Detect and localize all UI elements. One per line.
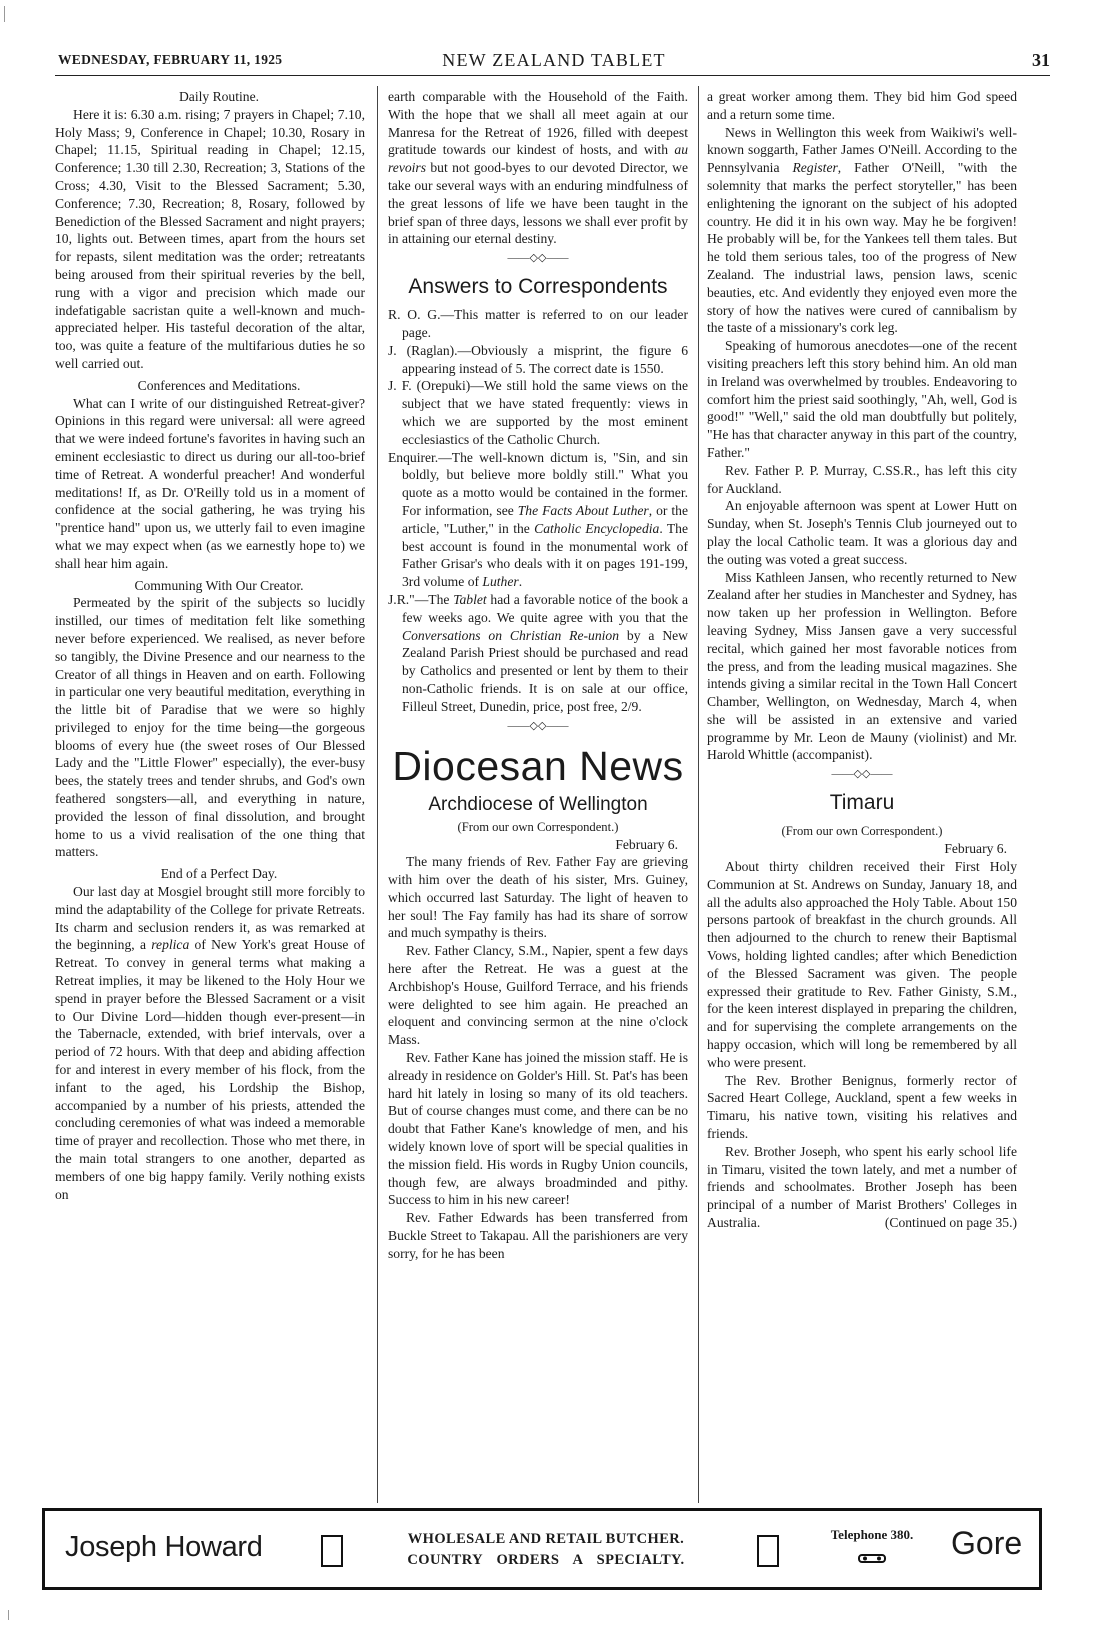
archdiocese-title: Archdiocese of Wellington <box>428 793 648 815</box>
text-run-italic: au revoirs <box>388 142 688 176</box>
text-run-italic: Tablet <box>453 591 487 607</box>
column-rule <box>698 86 699 1503</box>
paragraph: The Rev. Brother Benignus, formerly rector of Sacred Heart College, Auckland, spent a few weeks in Timaru, his native town, visiting his relatives and friends. <box>707 1072 1017 1142</box>
paragraph: An enjoyable afternoon was spent at Lower Hutt on Sunday, when St. Joseph's Tennis Club journeyed out to play the local Catholic team. It was a glorious day and the outing was voted a great success. <box>707 498 1017 567</box>
decorative-box <box>321 1535 343 1567</box>
dateline: February 6. <box>615 836 678 852</box>
text-run: of New York's great House of Retreat. To convey in general terms what making a Retreat implies, it may be likened to the Holy Hour we spend in prayer before the Blessed Sacrament or a visit to Our Divine Lord—hidden though ever-present—in the Tabernacle, extended, with brief intervals, over a period of 72 hours. With that deep and abiding affection for and interest in every member of his flock, from the infant to the aged, his Lordship the Bishop, accompanied by a number of his priests, attended the concluding ceremonies of what was indeed a memorable time of prayer and recollection. Those who met there, in the main total strangers to one another, departed as members of one big happy family. Verily nothing exists on <box>55 937 365 1202</box>
text-run-italic: Register <box>792 160 838 176</box>
column-1 <box>55 88 365 1203</box>
text-run: . The best account is found in the monumental work of Father Grisar's who deals with it on pages 191-199, 3rd volume of <box>402 520 688 590</box>
paragraph: What can I write of our distinguished Retreat-giver? Opinions in this regard were universal: all were agreed that we were indeed fortune's favorites in having such an eminent ecclesiastic to direct us during our all-too-brief time of Retreat. A wonderful preacher! And wonderful meditations! If, as Dr. O'Reilly told us in a moment of confidence at the social gathering, he was trying his "prentice hand" upon us, we utterly fail to even imagine what we may expect when (as we earnestly hope to) we shall hear him again. <box>55 395 365 571</box>
header-rule <box>55 75 1050 76</box>
paragraph <box>55 883 365 1203</box>
paragraph: Rev. Father Clancy, S.M., Napier, spent a few days here after the Retreat. He was a guest at the Archbishop's House, Guilford Terrace, and his friends were delighted to see him again. He preached an eloquent and convincing sermon at the nine o'clock Mass. <box>388 943 688 1048</box>
text-run: . <box>518 574 523 590</box>
dateline: February 6. <box>944 841 1007 857</box>
text-run: , or the article, "Luther," in the <box>402 502 688 536</box>
header-date: WEDNESDAY, FEBRUARY 11, 1925 <box>58 52 283 67</box>
advertisement-text <box>371 1529 721 1571</box>
telephone-number: Telephone 380. <box>830 1527 914 1542</box>
text-run: Our last day at Mosgiel brought still more forcibly to mind the adaptability of the College for private Retreats. Its charm and seclusion renders it, as was remarked at the beginning, a <box>55 884 365 953</box>
margin-mark <box>4 6 8 22</box>
column-rule <box>377 86 378 1503</box>
paragraph: Rev. Father Edwards has been transferred from Buckle Street to Takapau. All the parishioners are very sorry, for he has been <box>388 1210 688 1261</box>
paragraph: Miss Kathleen Jansen, who recently returned to New Zealand after her studies in Manchester and Sydney, has now taken up her profession in Wellington. Before leaving Sydney, Miss Jansen gave a very successful recital, which gained her most favorable notices from the press, and from the leading musical magazines. She intends giving a similar recital in the Town Hall Concert Chamber, Wellington, on Wednesday, March 4, when she will be assisted in an extensive and varied programme by Mr. Leon de Mauny (violinist) and Mr. Harold Whittle (accompanist). <box>707 569 1017 763</box>
continued-note: (Continued on page 35.) <box>884 1215 1017 1231</box>
subheading-daily-routine: Daily Routine. <box>178 89 260 104</box>
column-2 <box>388 88 688 1263</box>
paragraph <box>707 124 1017 338</box>
text-run: had a favorable notice of the book a few weeks ago. We quite agree with you that the <box>402 591 688 625</box>
paragraph: Permeated by the spirit of the subjects so lucidly instilled, our times of meditation felt like something never before experienced. We realised, as never before so tangibly, the Divine Presence and our nearness to the Creator of all things in Heaven and on earth. Following in particular one very beautiful meditation, everything in the little bit of Paradise that we were so highly privileged to enjoy for the time being—the gorgeous blooms of every hue (the sweet roses of Our Blessed Lady and the "Little Flower" especially), the ever-busy bees, the stately trees and tender shrubs, and God's own feathered songsters—all, and everything in nature, provided the lesson of final dissolution, and brought home to us a vivid realisation of the one thing that matters. <box>55 595 365 860</box>
answer-item: J. F. (Orepuki)—We still hold the same views on the subject that we have stated frequently: views in which we are supported by the most eminent ecclesiastics of the Catholic Church. <box>388 378 688 447</box>
advertiser-name: Joseph Howard <box>65 1531 263 1563</box>
text-run-italic: The Facts About Luther <box>517 502 649 518</box>
column-3 <box>707 88 1017 1232</box>
text-run-italic: Luther <box>482 574 519 590</box>
timaru-title: Timaru <box>829 791 895 815</box>
correspondent-note: (From our own Correspondent.) <box>781 824 943 839</box>
subheading-communing: Communing With Our Creator. <box>134 577 304 593</box>
decorative-box <box>757 1535 779 1567</box>
page-header <box>58 50 1050 72</box>
subheading-end-of-day: End of a Perfect Day. <box>160 866 278 882</box>
diocesan-news-title: Diocesan News <box>392 742 684 789</box>
paragraph: Speaking of humorous anecdotes—one of the recent visiting preachers left this story behind him. An old man in Ireland was overwhelmed by troubles. Endeavoring to comfort him the priest said soothingly, "Ah, well, God is good!" "Well," said the old man doubtfully but politely, "He has that character anyway in this part of the country, Father." <box>707 338 1017 460</box>
paragraph: Rev. Father P. P. Murray, C.SS.R., has left this city for Auckland. <box>707 462 1017 496</box>
margin-mark <box>8 1610 13 1620</box>
correspondent-note: (From our own Correspondent.) <box>457 819 619 834</box>
paragraph: The many friends of Rev. Father Fay are grieving with him over the death of his sister, Mrs. Guiney, which occurred last Saturday. The light of heaven to her soul! The Fay family has had its share of sorrow and much sympathy is theirs. <box>388 854 688 941</box>
answer-item <box>388 591 688 716</box>
subheading-conferences: Conferences and Meditations. <box>137 377 301 393</box>
ad-line: COUNTRY ORDERS A SPECIALTY. <box>407 1552 685 1568</box>
answers-title: Answers to Correspondents <box>408 275 668 299</box>
text-run: News in Wellington this week from Waikiwi's well-known soggarth, Father James O'Neill. According to the Pennsylvania <box>707 124 1017 176</box>
advertisement-box <box>42 1508 1042 1590</box>
text-run-italic: Catholic Encyclopedia <box>534 520 660 536</box>
paragraph: Here it is: 6.30 a.m. rising; 7 prayers in Chapel; 7.10, Holy Mass; 9, Conference in Chapel; 10.30, Rosary in Chapel; 11.15, Spiritual reading in Chapel; 12.15, Conference; 1.30 till 2.30, Recreation; 3, Stations of the Cross; 4.30, Visit to the Blessed Sacrament; 5.30, Conference; 7.30, Recreation; 8, Rosary, followed by Benediction of the Blessed Sacrament and night prayers; 10, lights out. Between times, apart from the hours set for repasts, silent meditation was the order; retreatants being aroused from their spiritual reveries by the bell, rung with a vigor and precision which made our indefatigable sacristan quite a well-known and much-appreciated helper. His tasteful decoration of the altar, too, was quite a feature of the multifarious duties he so well carried out. <box>55 106 365 371</box>
text-run: Rev. Brother Joseph, who spent his early school life in Timaru, visited the town lately, and met a number of friends and schoolmates. Brother Joseph has been principal of a number of Marist Brothers' Colleges in Australia. <box>707 1143 1017 1231</box>
header-title: NEW ZEALAND TABLET <box>442 50 666 70</box>
telephone-icon <box>857 1551 887 1565</box>
paragraph: About thirty children received their First Holy Communion at St. Andrews on Sunday, January 18, and all the adults also approached the Holy Table. About 150 persons partook of breakfast in the church grounds. All then adjourned to the church to renew their Baptismal Vows, holding lighted candles; after which Benediction of the Blessed Sacrament was given. The people expressed their gratitude to Rev. Father Ginisty, S.M., for the keen interest displayed in preparing the children, and for supervising the complete arrangements on the happy occasion, which will long be remembered by all who were present. <box>707 859 1017 1070</box>
text-run: J.R."—The <box>388 591 454 607</box>
text-run-italic: Conversations on Christian Re-union <box>402 627 620 643</box>
text-run: by a New Zealand Parish Priest should be purchased and read by Catholics and presented or lent by them to their non-Catholic friends. It is on sale at our office, Filleul Street, Dunedin, price, post free, 2/9. <box>402 627 688 714</box>
ornament-divider: ——◇◇—— <box>507 252 569 265</box>
text-run: earth comparable with the Household of the Faith. With the hope that we shall all meet again at our Manresa for the Retreat of 1926, filled with deepest gratitude towards our kindest of hosts, and with <box>388 89 688 158</box>
ornament-divider: ——◇◇—— <box>831 768 893 781</box>
ornament-divider: ——◇◇—— <box>507 719 569 732</box>
advertiser-city: Gore <box>951 1525 1023 1561</box>
answer-item: R. O. G.—This matter is referred to on our leader page. <box>388 307 688 340</box>
ad-line: WHOLESALE AND RETAIL BUTCHER. <box>407 1531 685 1547</box>
text-run: Enquirer.—The well-known dictum is, "Sin, and sin boldly, but believe more boldly still." What you quote as a motto would be contained in the former. For information, see <box>388 449 688 518</box>
paragraph: a great worker among them. They bid him God speed and a return some time. <box>707 89 1017 122</box>
answer-item: J. (Raglan).—Obviously a misprint, the figure 6 appearing instead of 5. The correct date is 1550. <box>388 342 688 376</box>
text-run-italic: replica <box>151 937 190 953</box>
text-run: but not good-byes to our devoted Director, we take our several ways with an enduring mindfulness of the great lessons of life we have been taught in the brief span of three days, lessons we shall ever profit by in attaining our eternal destiny. <box>388 160 688 247</box>
paragraph <box>707 1143 1017 1232</box>
text-run: , Father O'Neill, "with the solemnity that marks the perfect storyteller," has been enlightening the ignorant on the subject of his adopted country. He did it in his own way. May he be forgiven! He probably will be, for the Yankees tell them tales. But he told them serious tales, too of the progress of New Zealand. The industrial laws, pension laws, scenic beauties, etc. And evidently they enjoyed even more the story of how the natives were cured of cannibalism by the taste of a missionary's cork leg. <box>707 160 1017 336</box>
paragraph <box>388 88 688 248</box>
paragraph: Rev. Father Kane has joined the mission staff. He is already in residence on Golder's Hill. St. Pat's has been hard hit lately in losing so many of its old teachers. But of course changes must come, and there can be no doubt that Father Kane's knowledge of men, and his widely known love of sport will be special qualities in the mission field. His words in Rugby Union councils, though few, are always broadminded and pithy. Success to him in his new career! <box>388 1050 688 1208</box>
answer-item <box>388 449 688 591</box>
page-number: 31 <box>1032 50 1050 70</box>
